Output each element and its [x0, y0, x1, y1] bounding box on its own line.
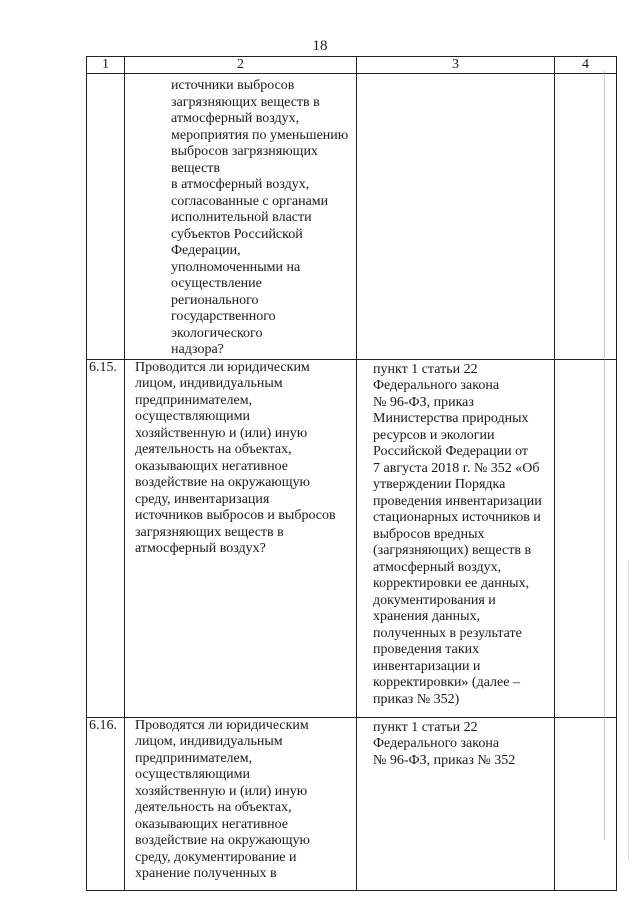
- reference-cell: [357, 74, 555, 360]
- row-number: 6.15.: [87, 359, 125, 717]
- row-number: 6.16.: [87, 717, 125, 890]
- reference-cell: пункт 1 статьи 22 Федерального закона № 96-ФЗ, приказ Министерства природных ресурсов и экологии Российской Федерации от 7 августа 2018 г. № 352 «Об утверждении Порядка проведения инвентаризации стационарных источников и выбросов вредных (загрязняющих) веществ в атмосферный воздух, корректировки ее данных, документирования и хранения данных, полученных в результате проведения таких инвентаризации и корректировки» (далее – приказ № 352): [357, 359, 555, 717]
- table-header-row: [87, 57, 617, 74]
- table-row: [87, 359, 617, 717]
- note-cell: [555, 359, 617, 717]
- question-cell: источники выбросов загрязняющих веществ в атмосферный воздух, мероприятия по уменьшению выбросов загрязняющих веществ в атмосферный воздух, согласованные с органами исполнительной власти субъектов Российской Федерации, уполномоченными на осуществление регионального государственного экологического надзора?: [125, 74, 357, 360]
- question-cell: Проводятся ли юридическим лицом, индивидуальным предпринимателем, осуществляющими хозяйственную и (или) иную деятельность на объектах, оказывающих негативное воздействие на окружающую среду, документирование и хранение полученных в: [125, 717, 357, 890]
- page-number: 18: [312, 38, 328, 54]
- column-header-4: 4: [555, 57, 617, 74]
- note-cell: [555, 717, 617, 890]
- note-cell: [555, 74, 617, 360]
- table-row: [87, 717, 617, 890]
- reference-cell: пункт 1 статьи 22 Федерального закона № 96-ФЗ, приказ № 352: [357, 717, 555, 890]
- question-cell: Проводится ли юридическим лицом, индивидуальным предпринимателем, осуществляющими хозяйственную и (или) иную деятельность на объектах, оказывающих негативное воздействие на окружающую среду, инвентаризация источников выбросов и выбросов загрязняющих веществ в атмосферный воздух?: [125, 359, 357, 717]
- inspection-table: [86, 56, 617, 891]
- table-row: [87, 74, 617, 360]
- column-header-2: 2: [125, 57, 357, 74]
- column-header-3: 3: [357, 57, 555, 74]
- scan-artifact-line: [628, 560, 629, 860]
- scan-artifact-line: [604, 70, 605, 840]
- column-header-1: 1: [87, 57, 125, 74]
- row-number: [87, 74, 125, 360]
